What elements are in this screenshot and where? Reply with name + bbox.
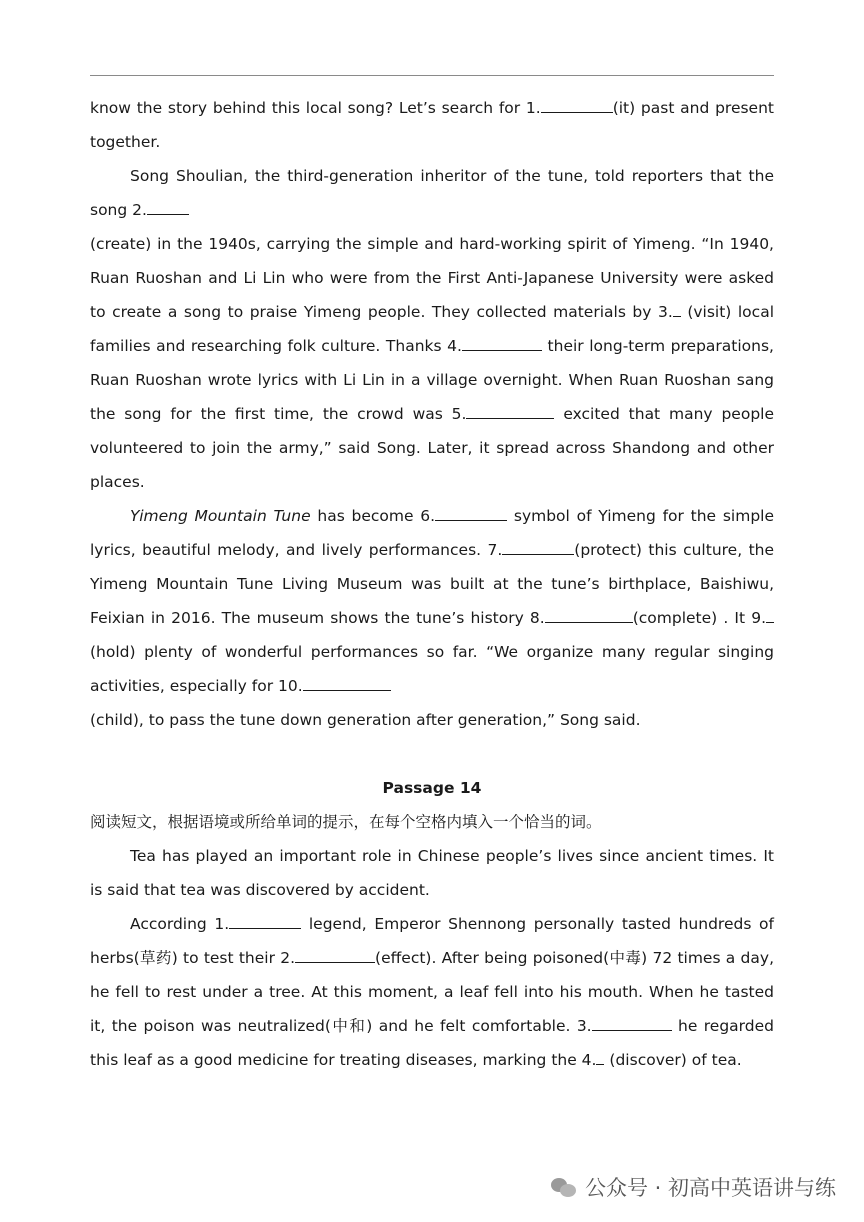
blank-9[interactable] [766, 602, 774, 623]
passage-14-instruction: 阅读短文，根据语境或所给单词的提示，在每个空格内填入一个恰当的词。 [90, 813, 602, 831]
blank-5[interactable] [466, 398, 554, 419]
blank-10[interactable] [303, 670, 391, 691]
p14-blank-1[interactable] [229, 908, 301, 929]
p13-paragraph-3: Yimeng Mountain Tune has become 6. symbol of Yimeng for the simple lyrics, beautiful melody, and lively performances. 7. (protect) this culture, the Yimeng Mountain Tune Living Museum was built at the tune’s birthplace, Baishiwu, Feixian in 2016. The museum shows the tune’s history 8. (complete) . It 9. (hold) plenty of wonderful performances so far. “We organize many regular singing activities, especially for 10. (child), to pass the tune down generation after generation,” Song said. [90, 499, 774, 737]
wechat-icon [551, 1176, 577, 1198]
header-rule [90, 75, 774, 76]
blank-8[interactable] [545, 602, 633, 623]
blank-4[interactable] [462, 330, 542, 351]
passage-14-heading: Passage 14 [382, 779, 482, 797]
p14-blank-2[interactable] [295, 942, 375, 963]
footer-text: 公众号 · 初高中英语讲与练 [584, 1176, 836, 1200]
p14-paragraph-1: Tea has played an important role in Chinese people’s lives since ancient times. It is said that tea was discovered by accident. [90, 847, 774, 899]
p14-blank-4[interactable] [596, 1044, 604, 1065]
blank-2[interactable] [147, 194, 189, 215]
footer-watermark [551, 1172, 836, 1202]
p14-paragraph-2: According 1. legend, Emperor Shennong personally tasted hundreds of herbs(草药) to test their 2. (effect). After being poisoned(中毒) 72 times a day, he fell to rest under a tree. At this moment, a leaf fell into his mouth. When he tasted it, the poison was neutralized(中和) and he felt comfortable. 3. he regarded this leaf as a good medicine for treating diseases, marking the 4. (discover) of tea. [90, 907, 774, 1077]
p13-paragraph-2: Song Shoulian, the third-generation inheritor of the tune, told reporters that the song 2. (create) in the 1940s, carrying the simple and hard-working spirit of Yimeng. “In 1940, Ruan Ruoshan and Li Lin who were from the First Anti-Japanese University were asked to create a song to praise Yimeng people. They collected materials by 3. (visit) local families and researching folk culture. Thanks 4. their long-term preparations, Ruan Ruoshan wrote lyrics with Li Lin in a village overnight. When Ruan Ruoshan sang the song for the first time, the crowd was 5. excited that many people volunteered to join the army,” said Song. Later, it spread across Shandong and other places. [90, 167, 775, 491]
document-body [90, 91, 774, 1077]
song-title: Yimeng Mountain Tune [130, 507, 311, 525]
blank-7[interactable] [502, 534, 574, 555]
blank-6[interactable] [435, 500, 507, 521]
p13-paragraph-1: know the story behind this local song? Let’s search for 1. (it) past and present together. [90, 91, 774, 159]
p14-blank-3[interactable] [592, 1010, 672, 1031]
blank-3[interactable] [673, 296, 681, 317]
blank-1[interactable] [541, 92, 613, 113]
